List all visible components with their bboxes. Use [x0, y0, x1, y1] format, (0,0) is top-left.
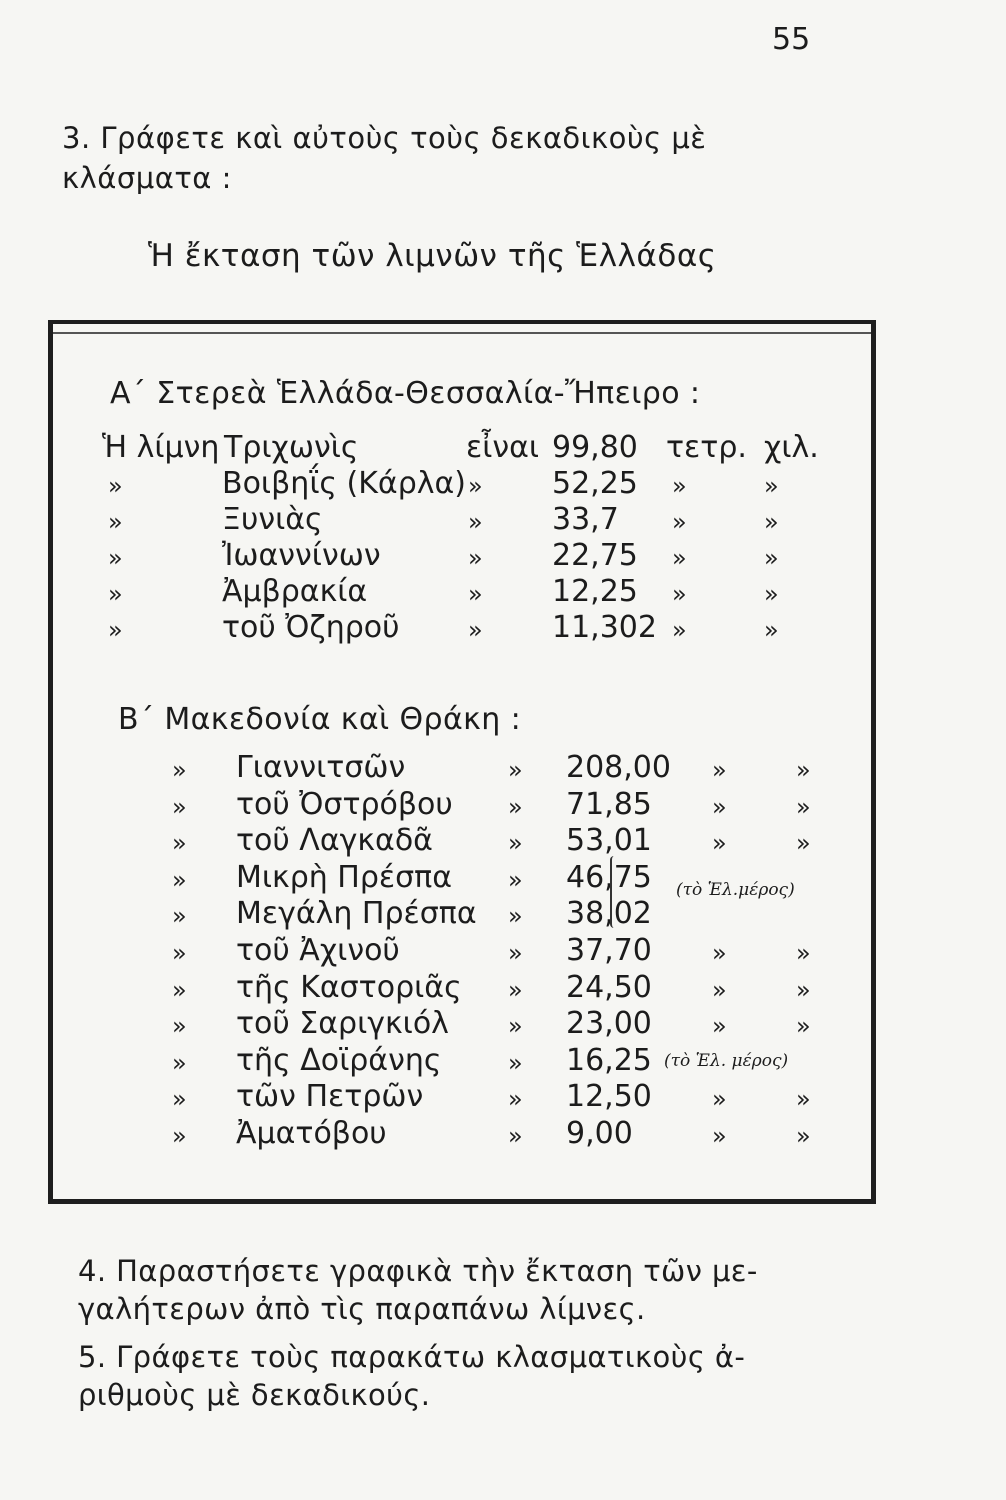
lake-verb: » — [508, 865, 523, 894]
lake-unit: » — [672, 472, 687, 500]
lake-pre: » — [108, 508, 123, 536]
lake-pre: » — [108, 616, 123, 644]
lake-pre: » — [172, 865, 187, 894]
lake-name: τῶν Πετρῶν — [236, 1079, 424, 1115]
lake-value: 12,25 — [552, 574, 638, 609]
lake-name: τοῦ Ὀζηροῦ — [222, 610, 400, 645]
section-a-heading: Α΄ Στερεὰ Ἑλλάδα-Θεσσαλία-Ἤπειρο : — [110, 376, 701, 411]
lake-unit: » — [712, 1012, 727, 1041]
lake-verb: » — [508, 975, 523, 1004]
lake-value: 33,7 — [552, 502, 619, 537]
exercise-3-line-2: κλάσματα : — [62, 161, 232, 195]
lake-name: τῆς Καστοριᾶς — [236, 969, 462, 1005]
exercise-3 — [62, 118, 852, 198]
lake-name: τοῦ Ἀχινοῦ — [236, 933, 400, 968]
lake-row — [0, 750, 828, 788]
lake-value: 9,00 — [566, 1116, 633, 1151]
lake-unit2: χιλ. — [764, 430, 819, 465]
lake-unit: τετρ. — [666, 430, 747, 465]
lake-unit: » — [712, 1085, 727, 1114]
lake-name: τοῦ Σαριγκιόλ — [236, 1006, 449, 1042]
lake-row — [0, 1079, 828, 1117]
lake-unit: » — [712, 756, 727, 784]
lake-value: 52,25 — [552, 466, 638, 501]
lake-pre: » — [172, 902, 187, 931]
page-number: 55 — [772, 22, 811, 57]
lake-unit: » — [712, 829, 727, 858]
lake-row — [0, 502, 828, 540]
lake-verb: » — [508, 1122, 523, 1150]
exercise-4-line-2: γαλήτερων ἀπὸ τὶς παραπάνω λίμνες. — [78, 1292, 646, 1326]
lake-row — [0, 1116, 828, 1154]
lake-pre: » — [172, 1048, 187, 1077]
lake-row — [0, 1043, 828, 1081]
lake-pre: » — [108, 472, 123, 500]
lake-verb: » — [468, 472, 483, 500]
lake-unit: » — [712, 792, 727, 821]
lake-pre: Ἡ λίμνη — [102, 430, 220, 465]
exercise-4 — [78, 1252, 898, 1328]
exercise-3-line-1: 3. Γράφετε καὶ αὐτοὺς τοὺς δεκαδικοὺς μὲ — [62, 121, 707, 155]
lake-pre: » — [172, 1122, 187, 1150]
lake-name: Γιαννιτσῶν — [236, 750, 406, 785]
lake-value: 23,00 — [566, 1006, 652, 1042]
lake-value: 11,302 — [552, 610, 657, 645]
lake-name: Μεγάλη Πρέσπα — [236, 896, 477, 932]
lake-unit: » — [672, 580, 687, 608]
frame-double-rule — [53, 332, 871, 334]
lake-unit2: » — [796, 1122, 811, 1150]
lake-value: 46,75 — [566, 859, 652, 895]
lake-value: 38,02 — [566, 896, 652, 932]
lake-row — [0, 430, 828, 468]
lake-pre: » — [172, 939, 187, 967]
lake-verb: » — [508, 829, 523, 858]
lake-unit2: » — [796, 829, 811, 858]
lake-unit: » — [712, 1122, 727, 1150]
lake-unit: » — [672, 544, 687, 572]
lake-row — [0, 787, 828, 825]
lake-verb: » — [468, 544, 483, 572]
lake-value: 71,85 — [566, 786, 652, 822]
lake-row — [0, 970, 828, 1008]
lake-value: 37,70 — [566, 933, 652, 968]
lake-name: Ἀμβρακία — [222, 574, 368, 609]
lake-unit: » — [712, 975, 727, 1004]
section-b-heading: Β΄ Μακεδονία καὶ Θράκη : — [118, 702, 522, 737]
lake-name: τοῦ Λαγκαδᾶ — [236, 823, 433, 859]
lake-name: Μικρὴ Πρέσπα — [236, 859, 452, 895]
lake-row — [0, 896, 828, 934]
lake-row — [0, 538, 828, 576]
prespa-brace — [610, 856, 622, 928]
lake-row — [0, 574, 828, 612]
lake-verb: » — [508, 1012, 523, 1041]
lake-name: Ἀματόβου — [236, 1116, 387, 1151]
lake-pre: » — [108, 544, 123, 572]
lake-unit2: » — [796, 792, 811, 821]
lake-name: Βοιβηΐς (Κάρλα) — [222, 466, 466, 501]
lake-unit: » — [672, 616, 687, 644]
lake-name: τῆς Δοϊράνης — [236, 1042, 442, 1078]
lake-row — [0, 933, 828, 971]
lake-pre: » — [172, 756, 187, 784]
lake-value: 53,01 — [566, 823, 652, 859]
lake-verb: » — [508, 902, 523, 931]
lake-unit2: » — [764, 580, 779, 608]
lake-pre: » — [172, 1012, 187, 1041]
lake-unit2: » — [796, 756, 811, 784]
lake-verb: » — [468, 616, 483, 644]
lake-unit2: » — [764, 616, 779, 644]
lake-row — [0, 1006, 828, 1044]
lake-verb: » — [468, 508, 483, 536]
table-title: Ἡ ἔκταση τῶν λιμνῶν τῆς Ἑλλάδας — [148, 238, 717, 274]
lake-name: Τριχωνὶς — [224, 430, 359, 465]
lake-row — [0, 610, 828, 648]
lake-value: 208,00 — [566, 750, 671, 785]
lake-pre: » — [108, 580, 123, 608]
prespa-note: (τὸ Ἑλ.μέρος) — [676, 880, 795, 900]
lake-name: τοῦ Ὀστρόβου — [236, 786, 453, 822]
lake-unit2: » — [764, 544, 779, 572]
lake-verb: » — [508, 1048, 523, 1077]
lake-unit2: » — [796, 1085, 811, 1114]
exercise-5-line-1: 5. Γράφετε τοὺς παρακάτω κλασματικοὺς ἀ- — [78, 1340, 746, 1374]
lake-unit: » — [672, 508, 687, 536]
lake-verb: εἶναι — [466, 430, 540, 465]
lake-value: 24,50 — [566, 969, 652, 1005]
lake-verb: » — [468, 580, 483, 608]
lake-verb: » — [508, 792, 523, 821]
lake-pre: » — [172, 792, 187, 821]
lake-unit2: » — [796, 1012, 811, 1041]
lake-name: Ξυνιὰς — [222, 502, 323, 537]
lake-value: 16,25 — [566, 1042, 652, 1078]
lake-verb: » — [508, 756, 523, 784]
lake-unit2: » — [796, 975, 811, 1004]
exercise-4-line-1: 4. Παραστήσετε γραφικὰ τὴν ἔκταση τῶν με- — [78, 1254, 758, 1288]
lake-value: 22,75 — [552, 538, 638, 573]
exercise-5-line-2: ριθμοὺς μὲ δεκαδικούς. — [78, 1378, 431, 1412]
lake-row — [0, 466, 828, 504]
lake-unit2: » — [764, 472, 779, 500]
lake-unit: » — [712, 939, 727, 967]
lake-note: (τὸ Ἑλ. μέρος) — [664, 1050, 789, 1071]
lake-row — [0, 823, 828, 861]
lake-pre: » — [172, 975, 187, 1004]
lake-verb: » — [508, 1085, 523, 1114]
lake-value: 12,50 — [566, 1079, 652, 1115]
lake-verb: » — [508, 939, 523, 967]
lake-value: 99,80 — [552, 430, 638, 465]
exercise-5 — [78, 1338, 898, 1414]
lake-unit2: » — [764, 508, 779, 536]
lake-unit2: » — [796, 939, 811, 967]
lake-pre: » — [172, 829, 187, 858]
lake-pre: » — [172, 1085, 187, 1114]
lake-name: Ἰωαννίνων — [222, 538, 381, 573]
